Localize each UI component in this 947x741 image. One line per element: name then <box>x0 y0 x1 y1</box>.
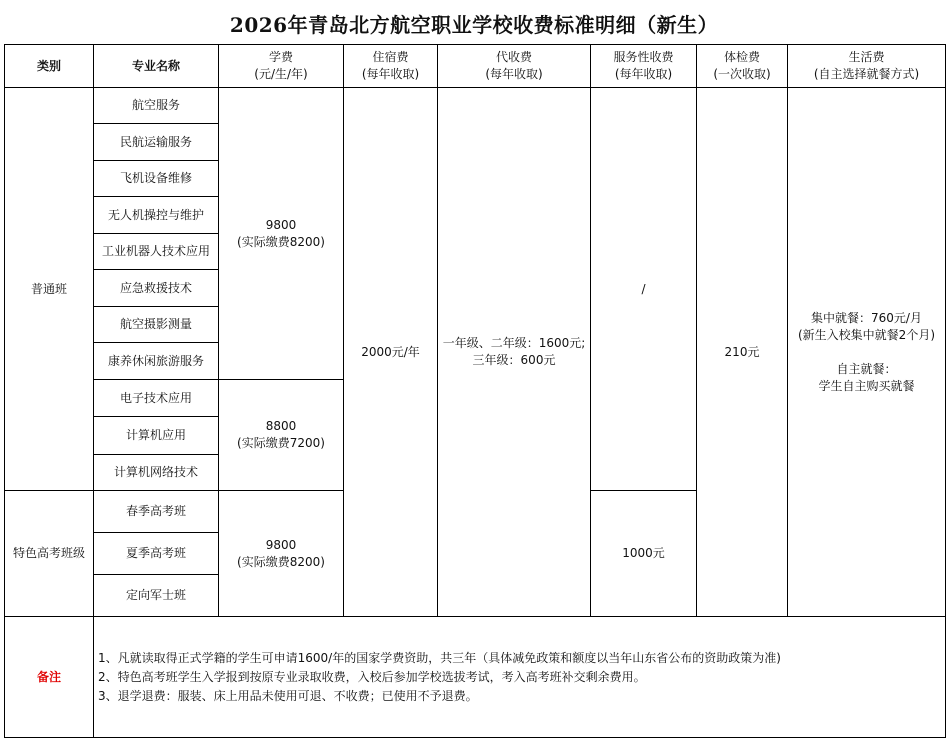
lodging-fee: 2000元/年 <box>344 88 438 617</box>
major-cell: 夏季高考班 <box>94 533 219 575</box>
major-cell: 康养休闲旅游服务 <box>94 343 219 380</box>
remarks-row <box>5 617 946 738</box>
table-row <box>5 88 946 124</box>
remarks-label: 备注 <box>5 617 94 738</box>
header-tuition: 学费 (元/生/年) <box>219 45 344 88</box>
tuition-group1: 9800 (实际缴费8200) <box>219 88 344 380</box>
remark-item: 2、特色高考班学生入学报到按原专业录取收费，入校后参加学校选拔考试，考入高考班补交剩余费用。 <box>98 669 646 684</box>
major-cell: 工业机器人技术应用 <box>94 234 219 270</box>
major-cell: 定向军士班 <box>94 575 219 617</box>
header-service: 服务性收费 (每年收取) <box>591 45 697 88</box>
remark-item: 1、凡就读取得正式学籍的学生可申请1600/年的国家学费资助，共三年（具体减免政策和额度以当年山东省公布的资助政策为准) <box>98 650 781 665</box>
header-category: 类别 <box>5 45 94 88</box>
service-fee-regular: / <box>591 88 697 491</box>
sheet-title: 2026年青岛北方航空职业学校收费标准明细（新生） <box>229 12 719 37</box>
major-cell: 计算机网络技术 <box>94 455 219 491</box>
header-lodging: 住宿费 (每年收取) <box>344 45 438 88</box>
medical-fee: 210元 <box>697 88 788 617</box>
header-medical: 体检费 (一次收取) <box>697 45 788 88</box>
major-cell: 电子技术应用 <box>94 380 219 417</box>
major-cell: 航空服务 <box>94 88 219 124</box>
major-cell: 计算机应用 <box>94 417 219 455</box>
major-cell: 飞机设备维修 <box>94 161 219 197</box>
major-cell: 无人机操控与维护 <box>94 197 219 234</box>
major-cell: 春季高考班 <box>94 491 219 533</box>
header-agency: 代收费 (每年收取) <box>438 45 591 88</box>
remark-item: 3、退学退费：服装、床上用品未使用可退、不收费；已使用不予退费。 <box>98 688 478 703</box>
tuition-group3: 9800 (实际缴费8200) <box>219 491 344 617</box>
living-fee: 集中就餐：760元/月 (新生入校集中就餐2个月) 自主就餐： 学生自主购买就餐 <box>788 88 946 617</box>
category-special: 特色高考班级 <box>5 491 94 617</box>
category-regular: 普通班 <box>5 88 94 491</box>
agency-fee: 一年级、二年级：1600元; 三年级：600元 <box>438 88 591 617</box>
major-cell: 航空摄影测量 <box>94 307 219 343</box>
service-fee-special: 1000元 <box>591 491 697 617</box>
header-major: 专业名称 <box>94 45 219 88</box>
header-living: 生活费 (自主选择就餐方式) <box>788 45 946 88</box>
remarks-text <box>94 617 946 738</box>
fee-table <box>4 44 946 738</box>
major-cell: 应急救援技术 <box>94 270 219 307</box>
major-cell: 民航运输服务 <box>94 124 219 161</box>
tuition-group2: 8800 (实际缴费7200) <box>219 380 344 491</box>
header-row <box>5 45 946 88</box>
